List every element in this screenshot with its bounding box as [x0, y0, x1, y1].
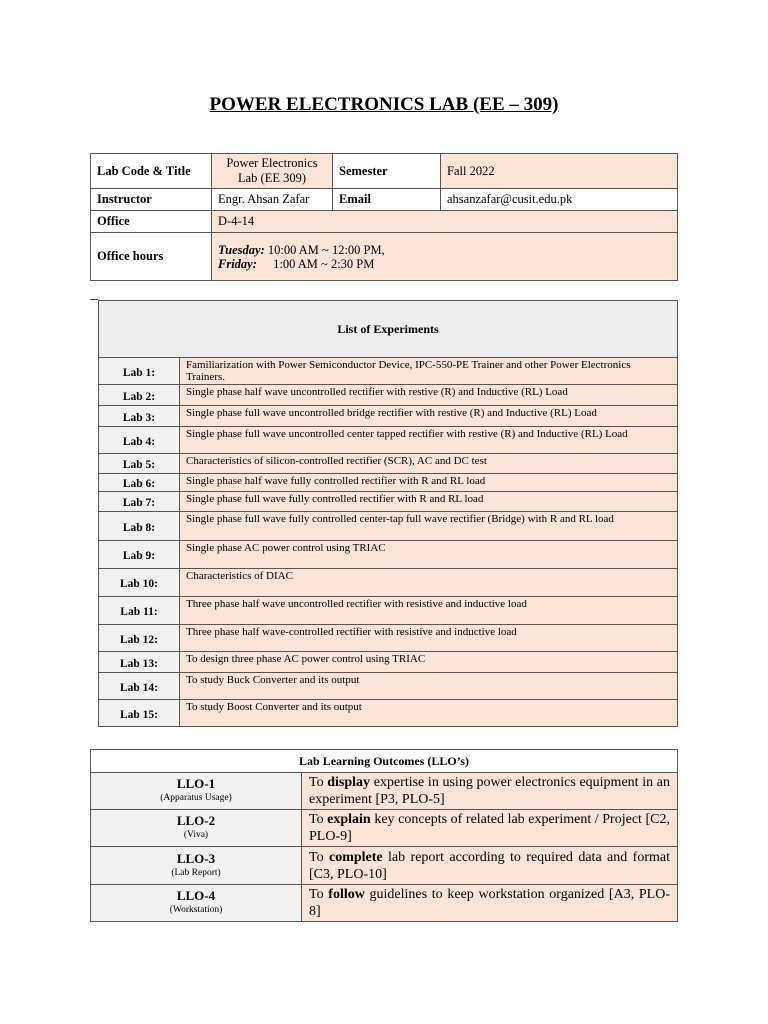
llo-category: (Apparatus Usage)	[160, 793, 232, 803]
lab-number: Lab 13:	[99, 652, 180, 673]
experiments-table	[98, 300, 678, 727]
llo-code-cell	[91, 885, 302, 922]
divider	[90, 299, 98, 300]
lab-description: To study Boost Converter and its output	[180, 700, 678, 727]
lab-description: Single phase full wave fully controlled center-tap full wave rectifier (Bridge) with R and RL load	[180, 512, 678, 541]
lab-description: Single phase full wave uncontrolled center tapped rectifier with restive (R) and Inductive (RL) Load	[180, 427, 678, 454]
llo-keyword: follow	[328, 887, 365, 902]
llo-description	[302, 847, 678, 885]
llo-text-pre: To	[309, 812, 328, 827]
llo-text-post: key concepts of related lab experiment / Project [C2, PLO-9]	[309, 812, 670, 844]
office-hours-line	[218, 257, 671, 271]
office-hours-line	[218, 243, 671, 257]
instructor-label: Instructor	[91, 189, 212, 211]
llo-code: LLO-3	[176, 850, 216, 866]
time-range: 10:00 AM ~ 12:00 PM,	[267, 242, 385, 257]
office-hours-value	[212, 233, 678, 281]
llo-category: (Workstation)	[169, 905, 223, 915]
instructor-value: Engr. Ahsan Zafar	[212, 189, 333, 211]
semester-value: Fall 2022	[441, 154, 678, 189]
email-label: Email	[333, 189, 441, 211]
lab-number: Lab 12:	[99, 625, 180, 652]
lab-number: Lab 2:	[99, 385, 180, 406]
lab-number: Lab 10:	[99, 569, 180, 597]
llo-category: (Viva)	[183, 830, 209, 840]
llo-description	[302, 810, 678, 847]
llo-code: LLO-2	[176, 813, 216, 828]
lab-description: Single phase half wave uncontrolled rectifier with restive (R) and Inductive (RL) Load	[180, 385, 678, 406]
llo-category: (Lab Report)	[171, 867, 221, 878]
llo-description	[302, 885, 678, 922]
lab-description: Single phase full wave fully controlled rectifier with R and RL load	[180, 492, 678, 512]
semester-label: Semester	[333, 154, 441, 189]
lab-description: Familiarization with Power Semiconductor Device, IPC-550-PE Trainer and other Power Electronics Trainers.	[180, 358, 678, 385]
lab-description: Single phase AC power control using TRIAC	[180, 541, 678, 569]
llo-code-cell	[91, 773, 302, 810]
lab-code-value: Power Electronics Lab (EE 309)	[212, 154, 333, 189]
lab-description: Three phase half wave uncontrolled rectifier with resistive and inductive load	[180, 597, 678, 625]
lab-description: Single phase full wave uncontrolled bridge rectifier with restive (R) and Inductive (RL) Load	[180, 406, 678, 427]
day-label: Friday:	[218, 256, 257, 271]
lab-number: Lab 6:	[99, 474, 180, 492]
lab-description: To study Buck Converter and its output	[180, 673, 678, 700]
lab-code-label: Lab Code & Title	[91, 154, 212, 189]
llo-heading: Lab Learning Outcomes (LLO’s)	[91, 750, 678, 773]
llo-code: LLO-4	[176, 888, 216, 903]
day-label: Tuesday:	[218, 242, 265, 257]
lab-description: To design three phase AC power control using TRIAC	[180, 652, 678, 673]
course-info-table	[90, 153, 678, 281]
lab-number: Lab 4:	[99, 427, 180, 454]
llo-text-post: guidelines to keep workstation organized [A3, PLO-8]	[309, 887, 670, 919]
lab-description: Characteristics of DIAC	[180, 569, 678, 597]
llo-code-cell	[91, 810, 302, 847]
lab-description: Characteristics of silicon-controlled rectifier (SCR), AC and DC test	[180, 454, 678, 474]
llo-keyword: display	[327, 775, 371, 790]
page-title: POWER ELECTRONICS LAB (EE – 309)	[209, 94, 559, 115]
office-hours-label: Office hours	[91, 233, 212, 281]
office-value: D-4-14	[212, 211, 678, 233]
experiments-heading: List of Experiments	[99, 301, 678, 358]
llo-keyword: explain	[327, 812, 371, 827]
llo-text-pre: To	[309, 849, 329, 865]
lab-number: Lab 1:	[99, 358, 180, 385]
email-value: ahsanzafar@cusit.edu.pk	[441, 189, 678, 211]
llo-code-cell	[91, 847, 302, 885]
office-label: Office	[91, 211, 212, 233]
lab-number: Lab 15:	[99, 700, 180, 727]
llo-text-pre: To	[309, 775, 328, 790]
lab-number: Lab 7:	[99, 492, 180, 512]
llo-text-pre: To	[309, 887, 329, 902]
lab-number: Lab 3:	[99, 406, 180, 427]
llo-description	[302, 773, 678, 810]
lab-description: Single phase half wave fully controlled rectifier with R and RL load	[180, 474, 678, 492]
llo-text-post: expertise in using power electronics equipment in an experiment [P3, PLO-5]	[309, 775, 670, 807]
lab-number: Lab 14:	[99, 673, 180, 700]
lab-number: Lab 5:	[99, 454, 180, 474]
lab-number: Lab 11:	[99, 597, 180, 625]
time-range: 1:00 AM ~ 2:30 PM	[273, 256, 375, 271]
lab-number: Lab 8:	[99, 512, 180, 541]
llo-table	[90, 749, 678, 922]
llo-text-post: lab report according to required data and format [C3, PLO-10]	[309, 849, 670, 882]
llo-code: LLO-1	[176, 776, 216, 791]
llo-keyword: complete	[328, 849, 383, 865]
lab-number: Lab 9:	[99, 541, 180, 569]
lab-description: Three phase half wave-controlled rectifier with resistive and inductive load	[180, 625, 678, 652]
